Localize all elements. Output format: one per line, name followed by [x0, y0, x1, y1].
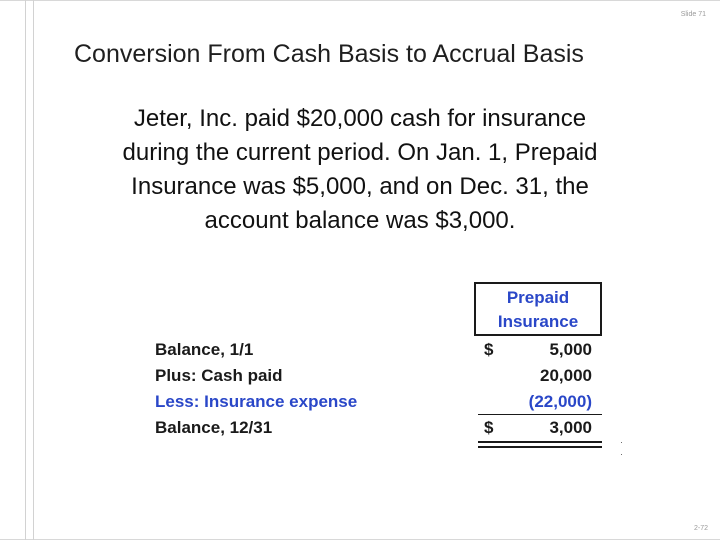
row-amount-balance-start: 5,000 [549, 340, 592, 359]
double-rule-bottom [478, 446, 602, 448]
body-line: Jeter, Inc. paid $20,000 cash for insurance [133, 105, 587, 132]
double-rule-top [478, 441, 602, 443]
row-label-cash-paid: Plus: Cash paid [155, 366, 283, 385]
body-line: account balance was $3,000. [204, 207, 516, 234]
slide-number-bottom: 2-72 [693, 525, 708, 532]
row-amount-balance-end: 3,000 [549, 418, 592, 437]
row-label-balance-start: Balance, 1/1 [155, 340, 254, 359]
header-line-1: Prepaid [506, 288, 570, 307]
slide-title: Conversion From Cash Basis to Accrual Basis [74, 40, 584, 68]
header-line-2: Insurance [497, 312, 579, 331]
row-currency-balance-end: $ [484, 418, 494, 437]
left-border-line-inner [33, 0, 34, 540]
row-amount-insurance-expense: (22,000) [528, 392, 592, 411]
slide-number-top: Slide 71 [680, 11, 706, 18]
body-line: during the current period. On Jan. 1, Prepaid [122, 139, 598, 166]
subtotal-rule [478, 414, 602, 415]
row-label-insurance-expense: Less: Insurance expense [155, 392, 358, 411]
row-amount-cash-paid: 20,000 [540, 366, 592, 385]
body-text [60, 102, 660, 238]
body-line: Insurance was $5,000, and on Dec. 31, the [131, 173, 589, 200]
prepaid-insurance-header [474, 282, 602, 336]
row-label-balance-end: Balance, 12/31 [155, 418, 273, 437]
decorative-dots: · · [620, 437, 623, 459]
row-currency-balance-start: $ [484, 340, 494, 359]
left-border-line [25, 0, 26, 540]
